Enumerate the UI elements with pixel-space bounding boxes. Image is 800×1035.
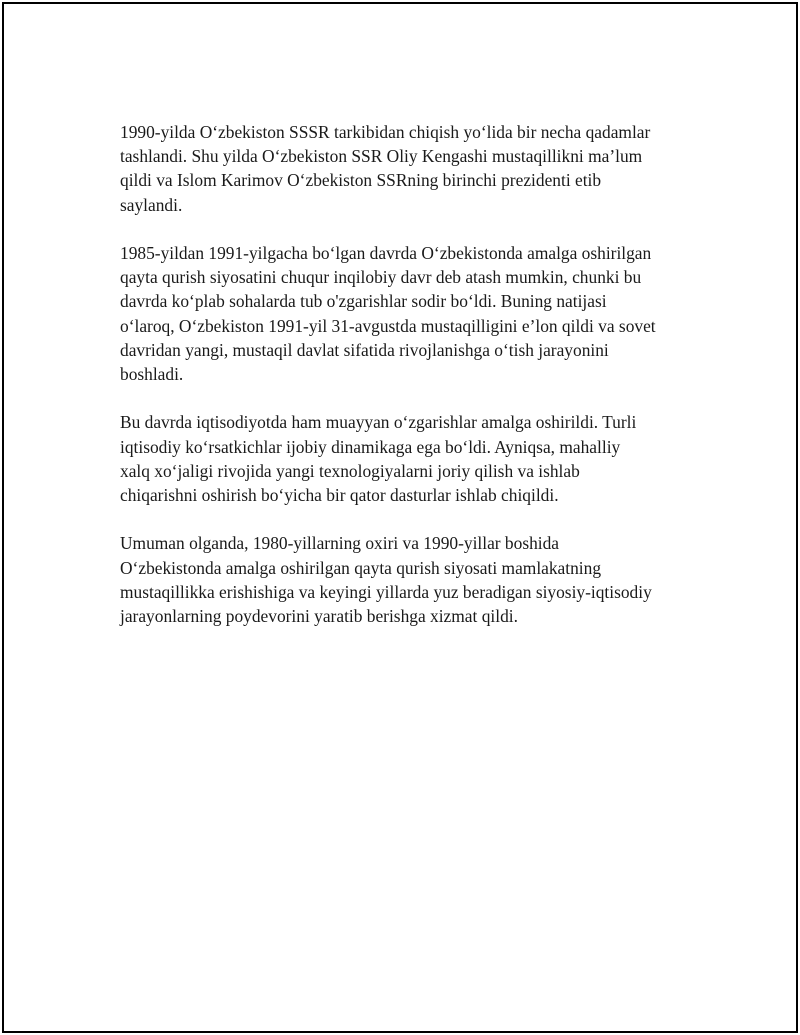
text-line: 1985-yildan 1991-yilgacha bo‘lgan davrda O‘zbekistonda amalga oshirilgan (120, 243, 652, 263)
document-page (2, 2, 798, 1033)
text-line: iqtisodiy ko‘rsatkichlar ijobiy dinamikaga ega bo‘ldi. Ayniqsa, mahalliy (120, 436, 621, 457)
text-line: qayta qurish siyosatini chuqur inqilobiy davr deb atash mumkin, chunki bu (120, 267, 642, 288)
text-line: Bu davrda iqtisodiyotda ham muayyan o‘zgarishlar amalga oshirildi. Turli (120, 412, 637, 433)
paragraph-2 (120, 241, 710, 386)
paragraph-4 (120, 531, 710, 628)
text-line: xalq xo‘jaligi rivojida yangi texnologiyalarni joriy qilish va ishlab (120, 460, 580, 481)
text-line: jarayonlarning poydevorini yaratib berishga xizmat qildi. (120, 606, 518, 627)
text-line: davridan yangi, mustaqil davlat sifatida rivojlanishga o‘tish jarayonini (120, 339, 609, 360)
text-line: Umuman olganda, 1980-yillarning oxiri va 1990-yillar boshida (120, 533, 560, 554)
paragraph-1 (120, 120, 710, 217)
paragraph-3 (120, 410, 710, 507)
text-line: tashlandi. Shu yilda O‘zbekiston SSR Oliy Kengashi mustaqillikni ma’lum (120, 146, 643, 167)
document-body (120, 120, 710, 652)
text-line: boshladi. (120, 364, 184, 385)
text-line: saylandi. (120, 194, 183, 215)
text-line: chiqarishni oshirish bo‘yicha bir qator dasturlar ishlab chiqildi. (120, 485, 559, 506)
text-line: qildi va Islom Karimov O‘zbekiston SSRning birinchi prezidenti etib (120, 170, 602, 191)
text-line: 1990-yilda O‘zbekiston SSSR tarkibidan chiqish yo‘lida bir necha qadamlar (120, 122, 651, 142)
text-line: O‘zbekistonda amalga oshirilgan qayta qurish siyosati mamlakatning (120, 557, 602, 578)
text-line: davrda ko‘plab sohalarda tub o'zgarishlar sodir bo‘ldi. Buning natijasi (120, 291, 607, 312)
text-line: o‘laroq, O‘zbekiston 1991-yil 31-avgustda mustaqilligini e’lon qildi va sovet (120, 315, 656, 336)
text-line: mustaqillikka erishishiga va keyingi yillarda yuz beradigan siyosiy-iqtisodiy (120, 581, 652, 602)
